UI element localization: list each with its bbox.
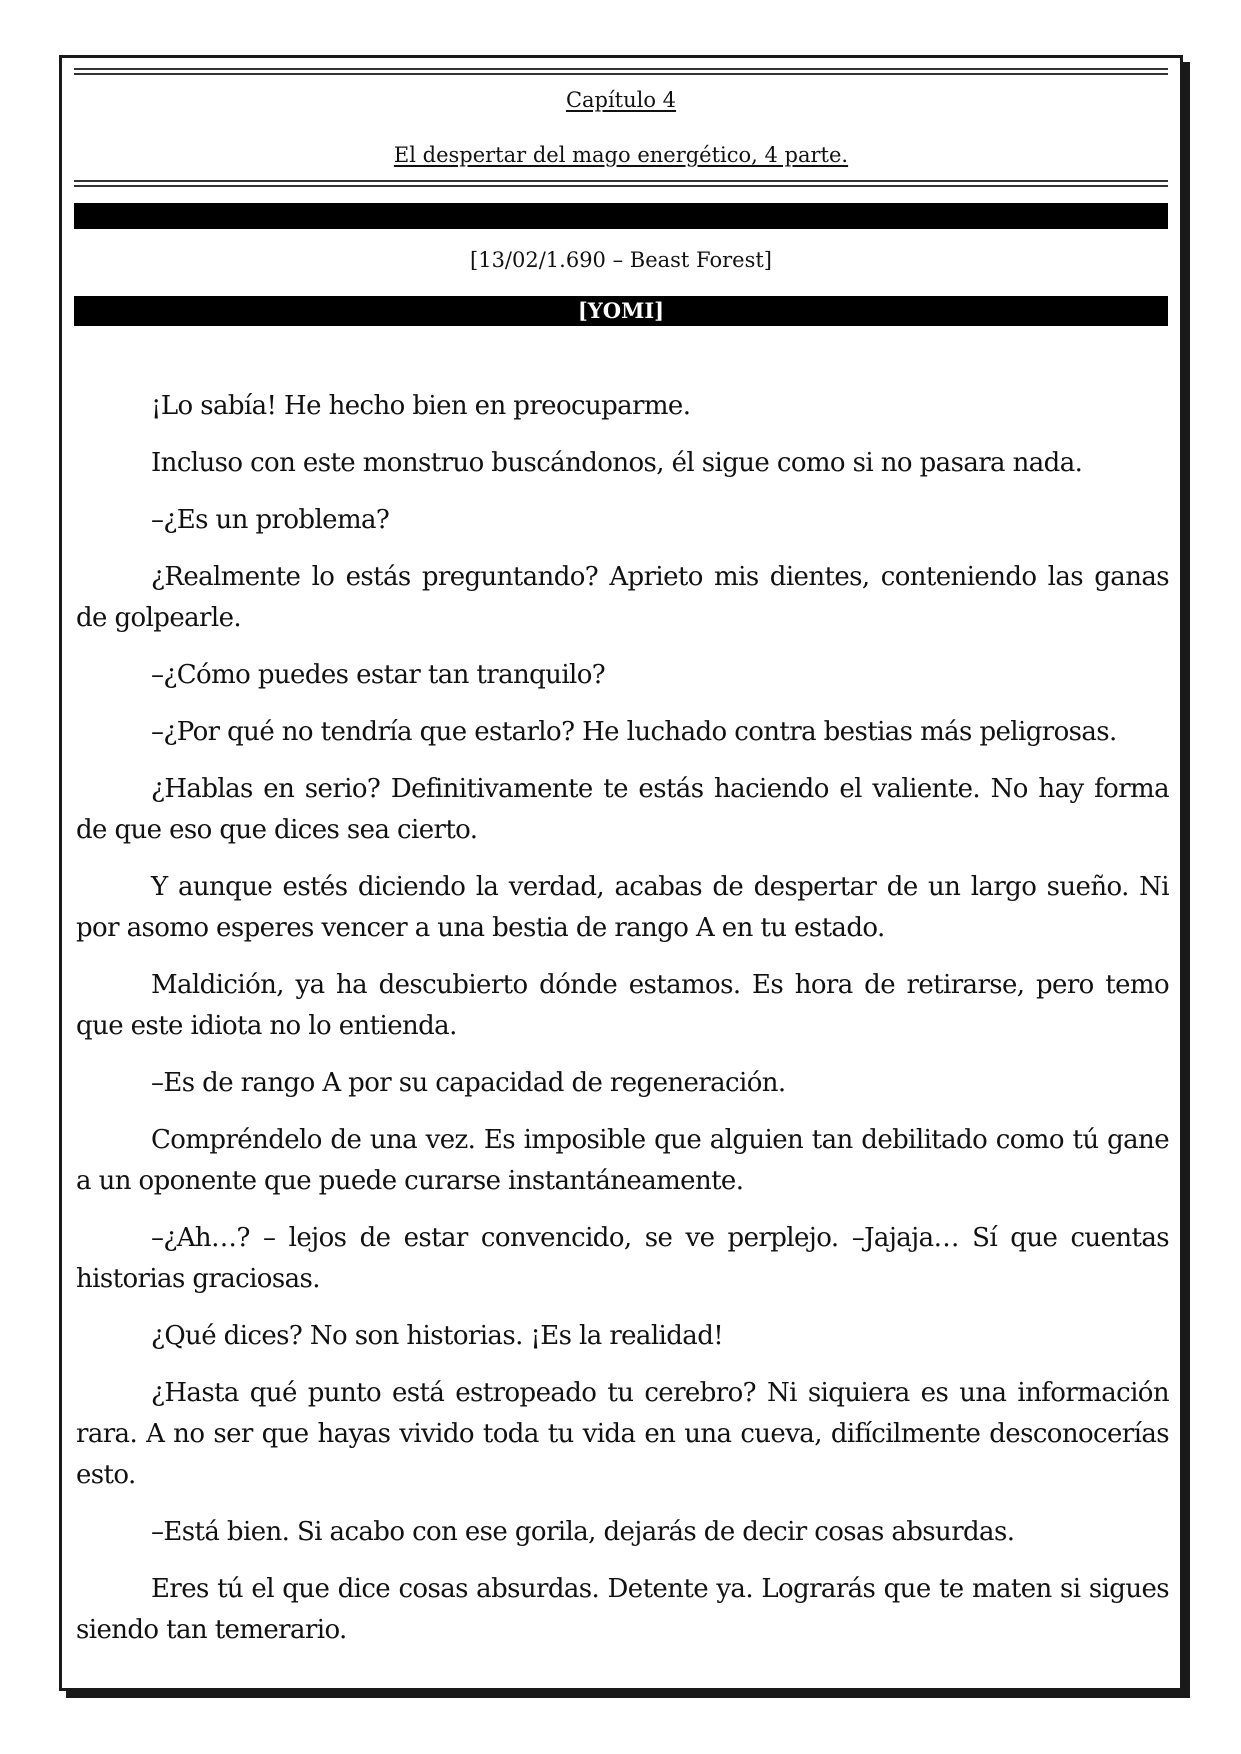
scene-date-location: [13/02/1.690 – Beast Forest] bbox=[470, 248, 772, 272]
paragraph: –¿Cómo puedes estar tan tranquilo? bbox=[151, 660, 606, 690]
paragraph: ¡Lo sabía! He hecho bien en preocuparme. bbox=[151, 391, 691, 421]
paragraph: –Es de rango A por su capacidad de regeneración. bbox=[151, 1068, 786, 1098]
paragraph: Maldición, ya ha descubierto dónde estamos. Es hora de retirarse, pero temo que este idiota no lo entienda. bbox=[76, 970, 1169, 1041]
pov-character-label: [YOMI] bbox=[74, 296, 1168, 326]
header-bottom-double-rule bbox=[74, 180, 1168, 187]
paragraph: –¿Ah…? – lejos de estar convencido, se ve perplejo. –Jajaja… Sí que cuentas historias graciosas. bbox=[76, 1223, 1169, 1294]
paragraph: Eres tú el que dice cosas absurdas. Detente ya. Lograrás que te maten si sigues siendo tan temerario. bbox=[76, 1574, 1169, 1645]
paragraph: ¿Qué dices? No son historias. ¡Es la realidad! bbox=[151, 1321, 724, 1351]
top-double-rule bbox=[74, 68, 1168, 75]
paragraph: Y aunque estés diciendo la verdad, acabas de despertar de un largo sueño. Ni por asomo esperes vencer a una bestia de rango A en tu estado. bbox=[76, 872, 1169, 943]
paragraph: ¿Hasta qué punto está estropeado tu cerebro? Ni siquiera es una información rara. A no ser que hayas vivido toda tu vida en una cueva, difícilmente desconocerías esto. bbox=[76, 1378, 1169, 1490]
paragraph: –¿Es un problema? bbox=[151, 505, 390, 535]
chapter-body bbox=[76, 386, 1169, 1667]
paragraph: ¿Realmente lo estás preguntando? Aprieto mis dientes, conteniendo las ganas de golpearle. bbox=[76, 562, 1169, 633]
page-frame bbox=[59, 55, 1183, 1691]
paragraph: –Está bien. Si acabo con ese gorila, dejarás de decir cosas absurdas. bbox=[151, 1517, 1015, 1547]
paragraph: Compréndelo de una vez. Es imposible que alguien tan debilitado como tú gane a un oponente que puede curarse instantáneamente. bbox=[76, 1125, 1169, 1196]
chapter-title: Capítulo 4 bbox=[565, 88, 677, 112]
paragraph: Incluso con este monstruo buscándonos, él sigue como si no pasara nada. bbox=[151, 448, 1083, 478]
paragraph: –¿Por qué no tendría que estarlo? He luchado contra bestias más peligrosas. bbox=[151, 717, 1117, 747]
chapter-subtitle: El despertar del mago energético, 4 parte. bbox=[393, 143, 849, 167]
paragraph: ¿Hablas en serio? Definitivamente te estás haciendo el valiente. No hay forma de que eso que dices sea cierto. bbox=[76, 774, 1169, 845]
section-divider-bar bbox=[74, 203, 1168, 229]
